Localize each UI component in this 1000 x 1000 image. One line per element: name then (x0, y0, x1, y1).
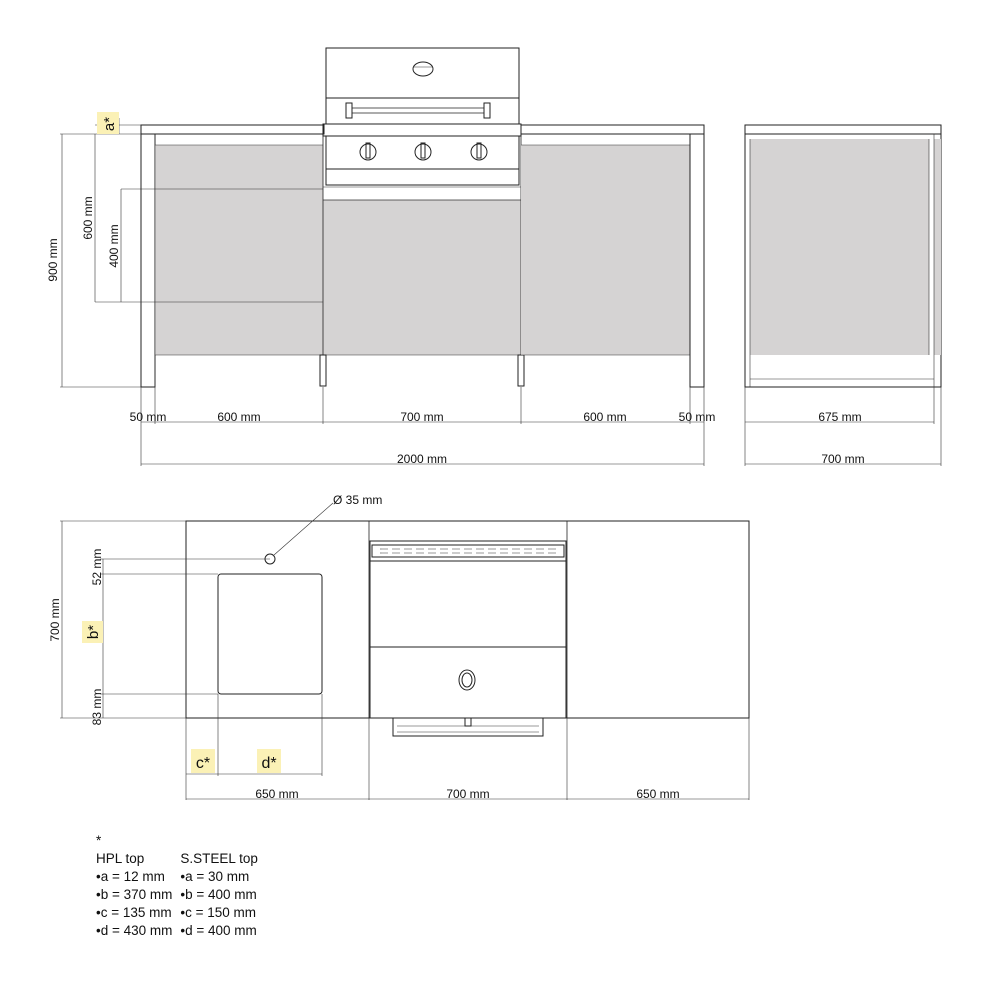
legend-item: •d = 400 mm (180, 923, 257, 938)
width-700-grill-label: 700 mm (400, 410, 444, 424)
legend-item: •a = 30 mm (180, 869, 250, 884)
plan-depth-label: 700 mm (48, 598, 62, 642)
width-600-left-label: 600 mm (217, 410, 261, 424)
width-50-left-label: 50 mm (129, 410, 167, 424)
legend-heading: S.STEEL top (180, 851, 258, 866)
lid-emblem-icon (413, 62, 433, 76)
width-dimensions (130, 387, 716, 466)
side-view (745, 125, 941, 466)
control-knob-icon (415, 143, 431, 160)
lid-emblem-icon (459, 670, 475, 690)
control-knob-icon (471, 143, 487, 160)
side-width-700-label: 700 mm (821, 452, 865, 466)
plan-view (48, 493, 749, 801)
lid-handle (346, 103, 490, 118)
width-total-label: 2000 mm (396, 452, 448, 466)
legend-item: •b = 400 mm (180, 887, 257, 902)
legend-item: •d = 430 mm (96, 923, 173, 938)
legend-item: •c = 135 mm (96, 905, 172, 920)
height-600-label: 600 mm (81, 196, 95, 240)
var-a-label: a* (101, 116, 118, 132)
plan-width-650-left-label: 650 mm (255, 787, 299, 801)
legend (96, 832, 266, 940)
height-900-label: 900 mm (46, 238, 60, 282)
side-width-675-label: 675 mm (818, 410, 862, 424)
height-400-label: 400 mm (107, 224, 121, 268)
grill-unit (323, 48, 521, 200)
tap-hole-label: Ø 35 mm (333, 493, 383, 507)
grill-cabinet (320, 134, 524, 386)
var-d-label: d* (261, 755, 277, 772)
edge-front-label: 83 mm (90, 688, 104, 726)
var-c-label: c* (195, 755, 211, 772)
plan-width-650-right-label: 650 mm (636, 787, 680, 801)
sink-cutout (218, 574, 322, 694)
legend-item: •a = 12 mm (96, 869, 165, 884)
right-cabinet (521, 134, 704, 387)
control-knob-icon (360, 143, 376, 160)
legend-item: •c = 150 mm (180, 905, 257, 920)
front-view (46, 48, 715, 466)
plan-width-700-label: 700 mm (446, 787, 490, 801)
legend-column-steel (180, 850, 258, 940)
var-b-label: b* (85, 624, 102, 640)
legend-item: •b = 370 mm (96, 887, 173, 902)
left-cabinet (141, 134, 323, 387)
grill-top-view (370, 541, 566, 736)
width-600-right-label: 600 mm (583, 410, 627, 424)
width-50-right-label: 50 mm (678, 410, 716, 424)
legend-column-hpl (96, 850, 172, 940)
legend-heading: HPL top (96, 851, 145, 866)
edge-back-label: 52 mm (90, 548, 104, 586)
legend-asterisk: * (96, 833, 102, 848)
